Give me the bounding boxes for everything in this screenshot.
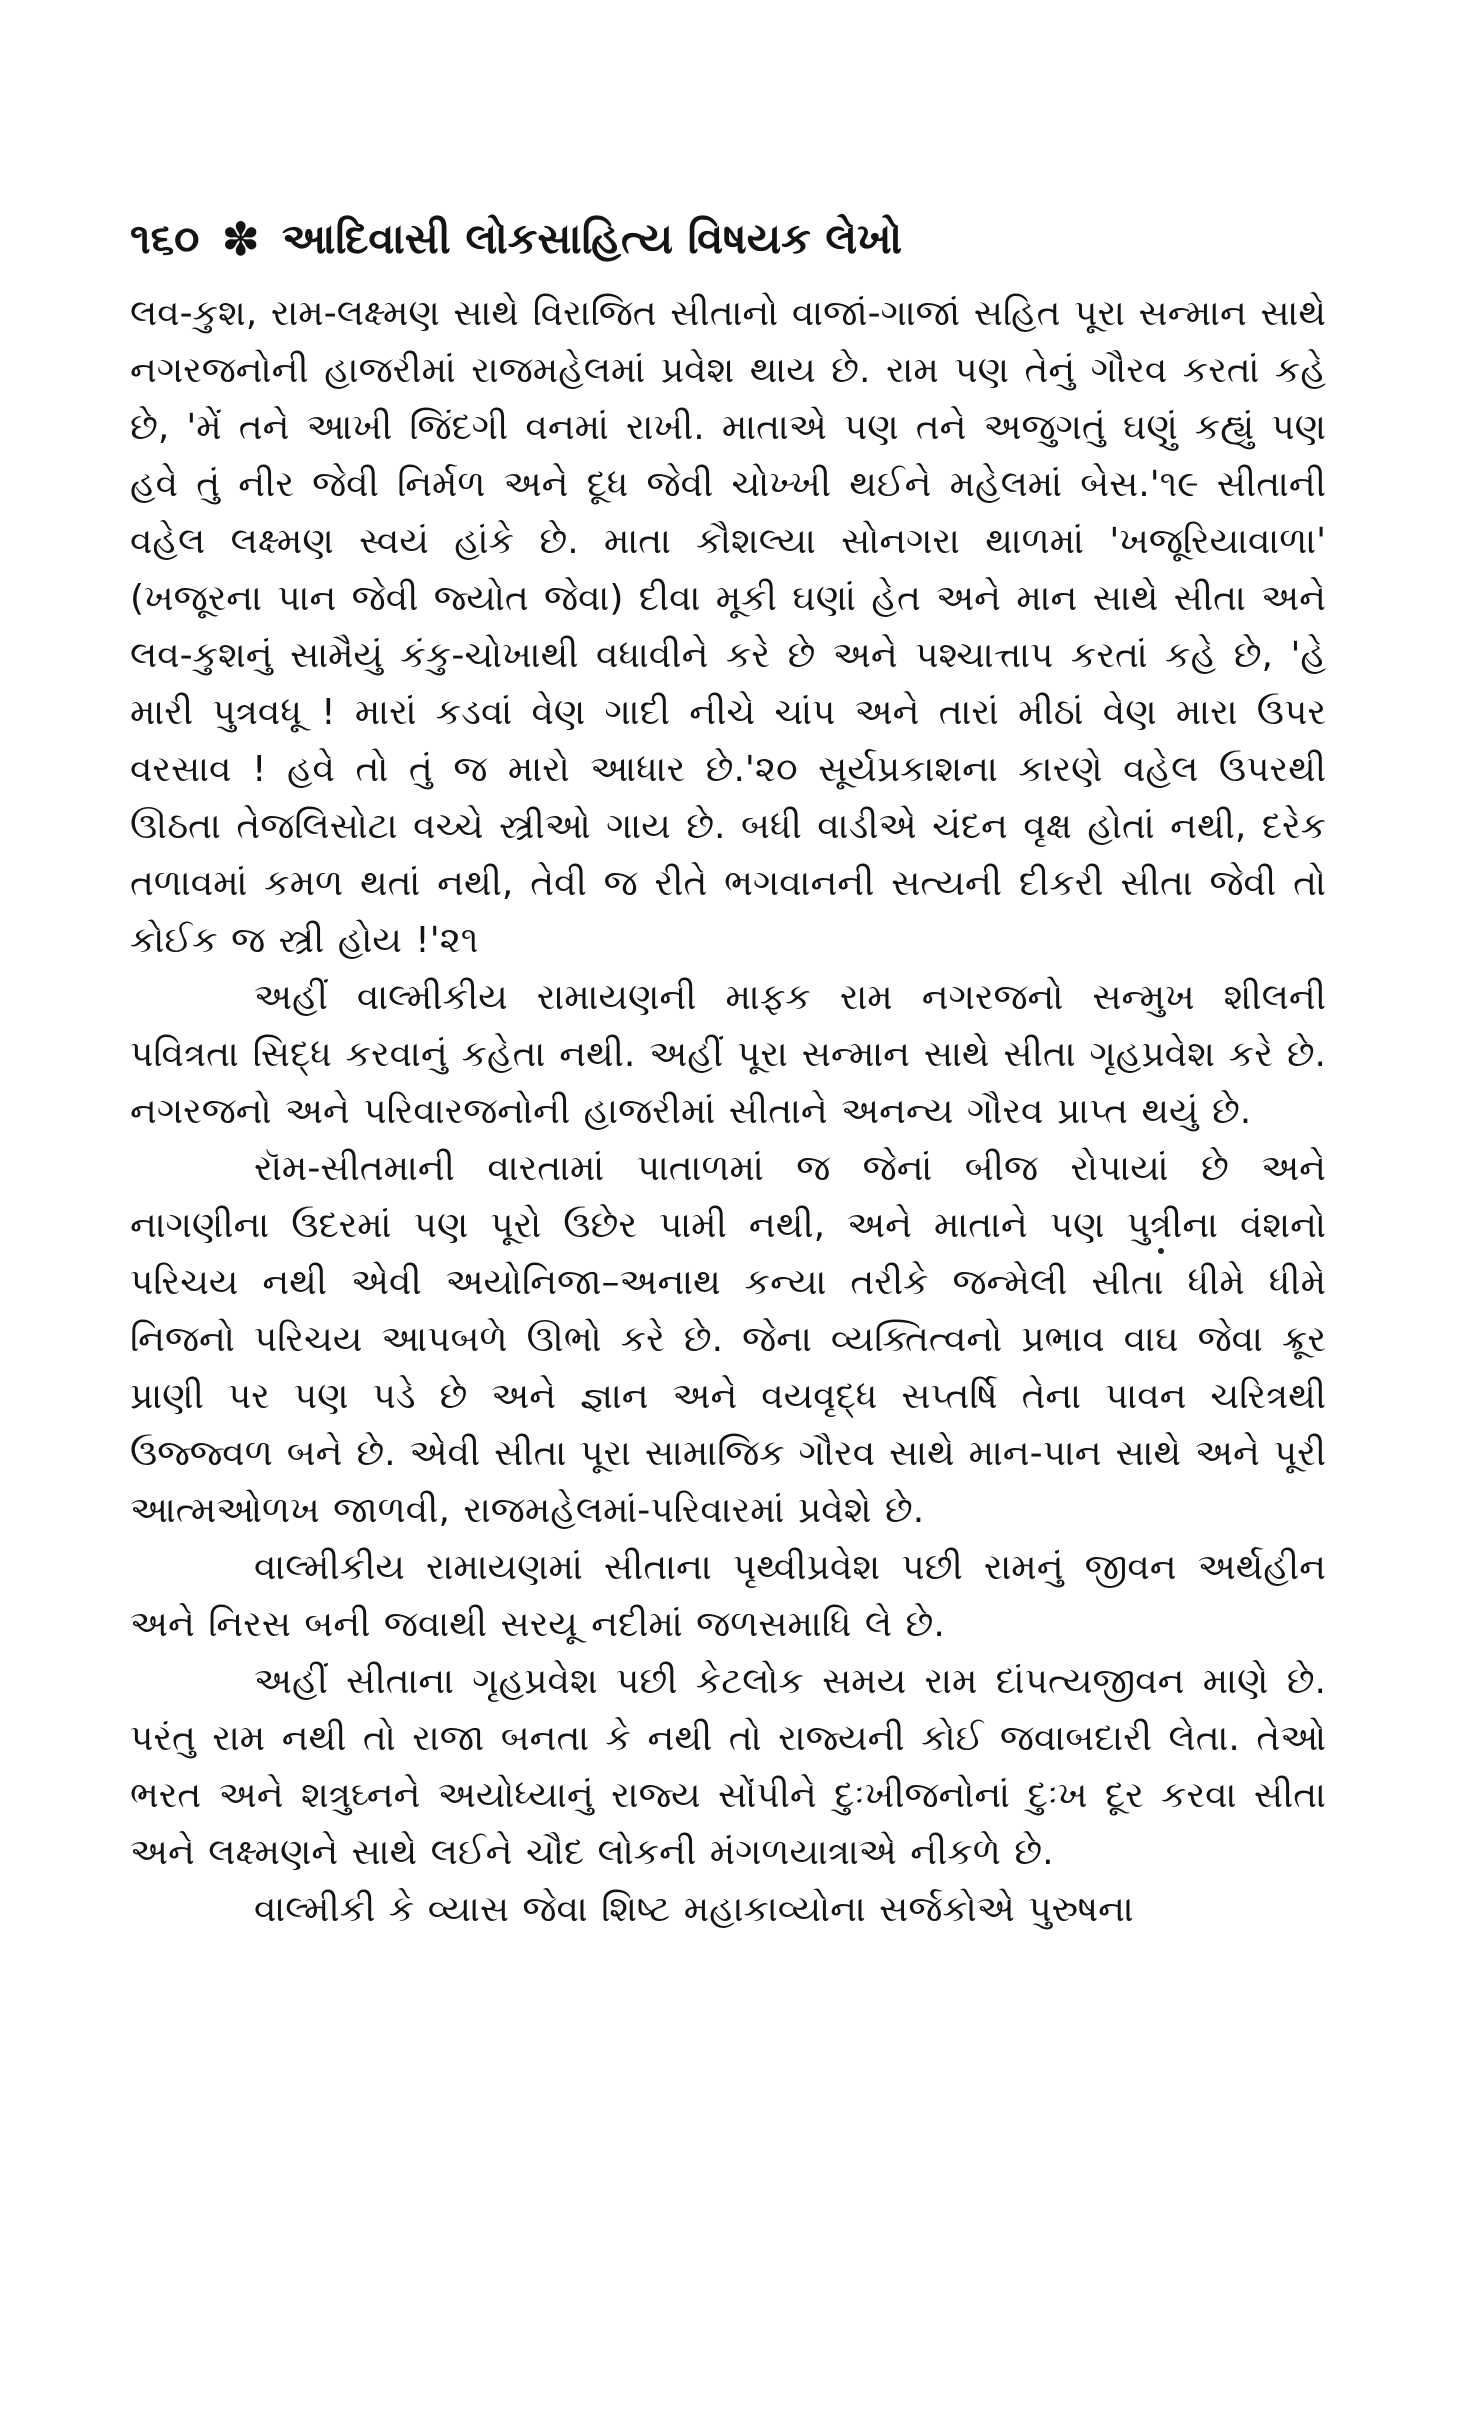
- paragraph-6: વાલ્મીકી કે વ્યાસ જેવા શિષ્ટ મહાકાવ્યોના સર્જકોએ પુરુષના: [254, 1889, 1134, 1930]
- print-speck: [1158, 1248, 1164, 1254]
- page-number: ૧૬૦: [130, 214, 200, 263]
- running-title: આદિવાસી લોકસાહિત્ય વિષયક લેખો: [281, 214, 903, 263]
- paragraph-1: લવ-કુશ, રામ-લક્ષ્મણ સાથે વિરાજિત સીતાનો વાજાં-ગાજાં સહિત પૂરા સન્માન સાથે નગરજનોની હાજરીમાં રાજમહેલમાં પ્રવેશ થાય છે. રામ પણ તેનું ગૌરવ કરતાં કહે છે, 'મેં તને આખી જિંદગી વનમાં રાખી. માતાએ પણ તને અજુગતું ઘણું કહ્યું પણ હવે તું નીર જેવી નિર્મળ અને દૂધ જેવી ચોખ્ખી થઈને મહેલમાં બેસ.'૧૯ સીતાની વહેલ લક્ષ્મણ સ્વયં હાંકે છે. માતા કૌશલ્યા સોનગરા થાળમાં 'ખજૂરિયાવાળા' (ખજૂરના પાન જેવી જ્યોત જેવા) દીવા મૂકી ઘણાં હેત અને માન સાથે સીતા અને લવ-કુશનું સામૈયું કંકુ-ચોખાથી વધાવીને કરે છે અને પશ્ચાત્તાપ કરતાં કહે છે, 'હે મારી પુત્રવધૂ ! મારાં કડવાં વેણ ગાદી નીચે ચાંપ અને તારાં મીઠાં વેણ મારા ઉપર વરસાવ ! હવે તો તું જ મારો આધાર છે.'૨૦ સૂર્યપ્રકાશના કારણે વહેલ ઉપરથી ઊઠતા તેજલિસોટા વચ્ચે સ્ત્રીઓ ગાય છે. બધી વાડીએ ચંદન વૃક્ષ હોતાં નથી, દરેક તળાવમાં કમળ થતાં નથી, તેવી જ રીતે ભગવાનની સત્યની દીકરી સીતા જેવી તો કોઈક જ સ્ત્રી હોય !'૨૧: [130, 293, 1326, 961]
- paragraph-4: વાલ્મીકીય રામાયણમાં સીતાના પૃથ્વીપ્રવેશ પછી રામનું જીવન અર્થહીન અને નિરસ બની જવાથી સરયૂ નદીમાં જળસમાધિ લે છે.: [130, 1547, 1326, 1645]
- page-body: [130, 285, 1326, 1938]
- paragraph-2: અહીં વાલ્મીકીય રામાયણની માફક રામ નગરજનો સન્મુખ શીલની પવિત્રતા સિદ્ધ કરવાનું કહેતા નથી. અહીં પૂરા સન્માન સાથે સીતા ગૃહપ્રવેશ કરે છે. નગરજનો અને પરિવારજનોની હાજરીમાં સીતાને અનન્ય ગૌરવ પ્રાપ્ત થયું છે.: [130, 977, 1326, 1132]
- running-header: [130, 208, 1330, 270]
- paragraph-5: અહીં સીતાના ગૃહપ્રવેશ પછી કેટલોક સમય રામ દાંપત્યજીવન માણે છે. પરંતુ રામ નથી તો રાજા બનતા કે નથી તો રાજ્યની કોઈ જવાબદારી લેતા. તેઓ ભરત અને શત્રુઘ્નને અયોધ્યાનું રાજ્ય સોંપીને દુઃખીજનોનાં દુઃખ દૂર કરવા સીતા અને લક્ષ્મણને સાથે લઈને ચૌદ લોકની મંગળયાત્રાએ નીકળે છે.: [130, 1661, 1326, 1873]
- paragraph-3: રૉમ-સીતમાની વારતામાં પાતાળમાં જ જેનાં બીજ રોપાયાં છે અને નાગણીના ઉદરમાં પણ પૂરો ઉછેર પામી નથી, અને માતાને પણ પુત્રીના વંશનો પરિચય નથી એવી અયોનિજા–અનાથ કન્યા તરીકે જન્મેલી સીતા ધીમે ધીમે નિજનો પરિચય આપબળે ઊભો કરે છે. જેના વ્યક્તિત્વનો પ્રભાવ વાઘ જેવા ક્રૂર પ્રાણી પર પણ પડે છે અને જ્ઞાન અને વયવૃદ્ધ સપ્તર્ષિ તેના પાવન ચરિત્રથી ઉજ્જ્વળ બને છે. એવી સીતા પૂરા સામાજિક ગૌરવ સાથે માન-પાન સાથે અને પૂરી આત્મઓળખ જાળવી, રાજમહેલમાં-પરિવારમાં પ્રવેશે છે.: [130, 1148, 1326, 1531]
- asterisk-ornament-icon: ✽: [221, 212, 260, 266]
